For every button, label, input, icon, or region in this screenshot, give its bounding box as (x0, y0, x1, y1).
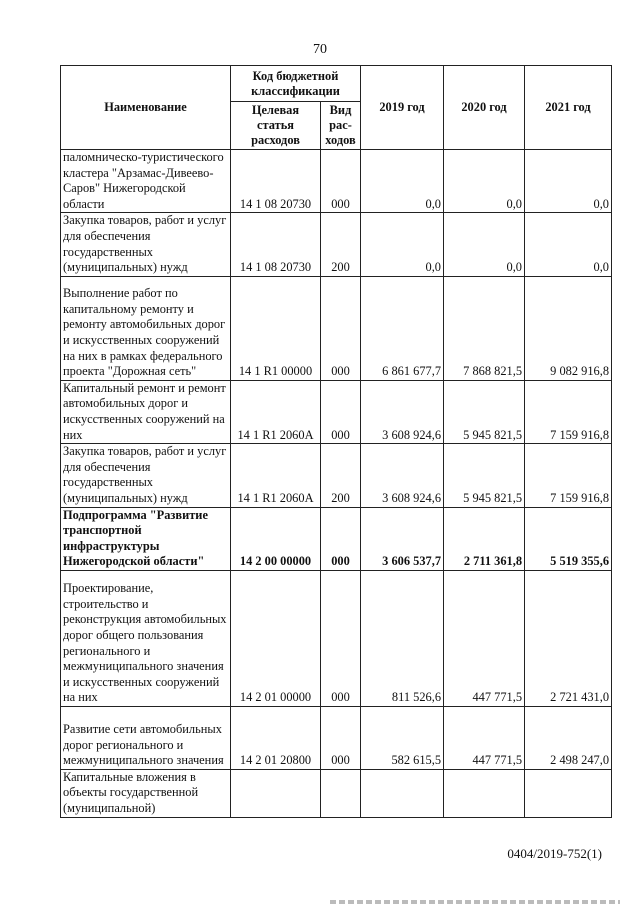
page-number: 70 (313, 42, 327, 57)
row-value-2020: 0,0 (444, 213, 525, 276)
table-row (61, 276, 612, 380)
row-value-2019: 3 606 537,7 (361, 507, 444, 570)
row-value-2021: 0,0 (525, 213, 612, 276)
budget-table (60, 65, 612, 818)
row-name: Капитальный ремонт и ремонт автомобильных дорог и искусственных сооружений на них (61, 380, 231, 443)
header-2020: 2020 год (444, 66, 525, 150)
row-value-2019: 582 615,5 (361, 706, 444, 769)
table-row (61, 769, 612, 817)
row-value-2021: 0,0 (525, 150, 612, 213)
row-target-article: 14 1 08 20730 (231, 213, 321, 276)
row-target-article: 14 1 R1 2060A (231, 380, 321, 443)
row-value-2019 (361, 769, 444, 817)
document-code: 0404/2019-752(1) (507, 846, 602, 861)
row-value-2019: 0,0 (361, 213, 444, 276)
row-expense-kind: 000 (321, 507, 361, 570)
row-value-2019: 3 608 924,6 (361, 380, 444, 443)
row-expense-kind: 000 (321, 380, 361, 443)
header-target-article: Целевая статья расходов (231, 102, 321, 150)
scan-artifact (330, 900, 620, 904)
row-target-article: 14 2 01 20800 (231, 706, 321, 769)
row-value-2019: 3 608 924,6 (361, 444, 444, 507)
row-value-2020: 447 771,5 (444, 706, 525, 769)
row-value-2020: 7 868 821,5 (444, 276, 525, 380)
row-value-2021: 7 159 916,8 (525, 444, 612, 507)
row-target-article: 14 1 08 20730 (231, 150, 321, 213)
row-name: Закупка товаров, работ и услуг для обеспечения государственных (муниципальных) нужд (61, 213, 231, 276)
row-target-article: 14 2 00 00000 (231, 507, 321, 570)
row-expense-kind: 200 (321, 213, 361, 276)
row-name: Закупка товаров, работ и услуг для обеспечения государственных (муниципальных) нужд (61, 444, 231, 507)
row-name: паломническо-туристического кластера "Арзамас-Дивеево-Саров" Нижегородской области (61, 150, 231, 213)
row-value-2019: 0,0 (361, 150, 444, 213)
row-value-2020 (444, 769, 525, 817)
row-target-article (231, 769, 321, 817)
table-row (61, 706, 612, 769)
row-value-2021: 9 082 916,8 (525, 276, 612, 380)
row-value-2020: 0,0 (444, 150, 525, 213)
row-value-2021 (525, 769, 612, 817)
row-name: Подпрограмма "Развитие транспортной инфраструктуры Нижегородской области" (61, 507, 231, 570)
table-row (61, 380, 612, 443)
row-expense-kind (321, 769, 361, 817)
table-row (61, 570, 612, 706)
row-value-2021: 5 519 355,6 (525, 507, 612, 570)
row-name: Развитие сети автомобильных дорог регионального и межмуниципального значения (61, 706, 231, 769)
row-expense-kind: 000 (321, 276, 361, 380)
table-row (61, 213, 612, 276)
row-value-2020: 5 945 821,5 (444, 380, 525, 443)
row-value-2021: 2 498 247,0 (525, 706, 612, 769)
row-target-article: 14 2 01 00000 (231, 570, 321, 706)
row-value-2020: 447 771,5 (444, 570, 525, 706)
row-value-2019: 6 861 677,7 (361, 276, 444, 380)
table-row (61, 507, 612, 570)
row-value-2020: 5 945 821,5 (444, 444, 525, 507)
row-expense-kind: 000 (321, 706, 361, 769)
row-expense-kind: 000 (321, 570, 361, 706)
row-value-2021: 7 159 916,8 (525, 380, 612, 443)
row-name: Капитальные вложения в объекты государственной (муниципальной) (61, 769, 231, 817)
row-value-2021: 2 721 431,0 (525, 570, 612, 706)
header-2021: 2021 год (525, 66, 612, 150)
header-expense-kind: Вид рас-ходов (321, 102, 361, 150)
header-name: Наименование (61, 66, 231, 150)
row-target-article: 14 1 R1 2060A (231, 444, 321, 507)
row-target-article: 14 1 R1 00000 (231, 276, 321, 380)
header-budget-code: Код бюджетной классификации (231, 66, 361, 102)
row-name: Проектирование, строительство и реконструкция автомобильных дорог общего пользования регионального и межмуниципального значения и искусственных сооружений на них (61, 570, 231, 706)
header-2019: 2019 год (361, 66, 444, 150)
row-expense-kind: 000 (321, 150, 361, 213)
row-value-2020: 2 711 361,8 (444, 507, 525, 570)
table-row (61, 150, 612, 213)
row-expense-kind: 200 (321, 444, 361, 507)
row-value-2019: 811 526,6 (361, 570, 444, 706)
row-name: Выполнение работ по капитальному ремонту и ремонту автомобильных дорог и искусственных сооружений на них в рамках федерального проекта "Дорожная сеть" (61, 276, 231, 380)
table-row (61, 444, 612, 507)
